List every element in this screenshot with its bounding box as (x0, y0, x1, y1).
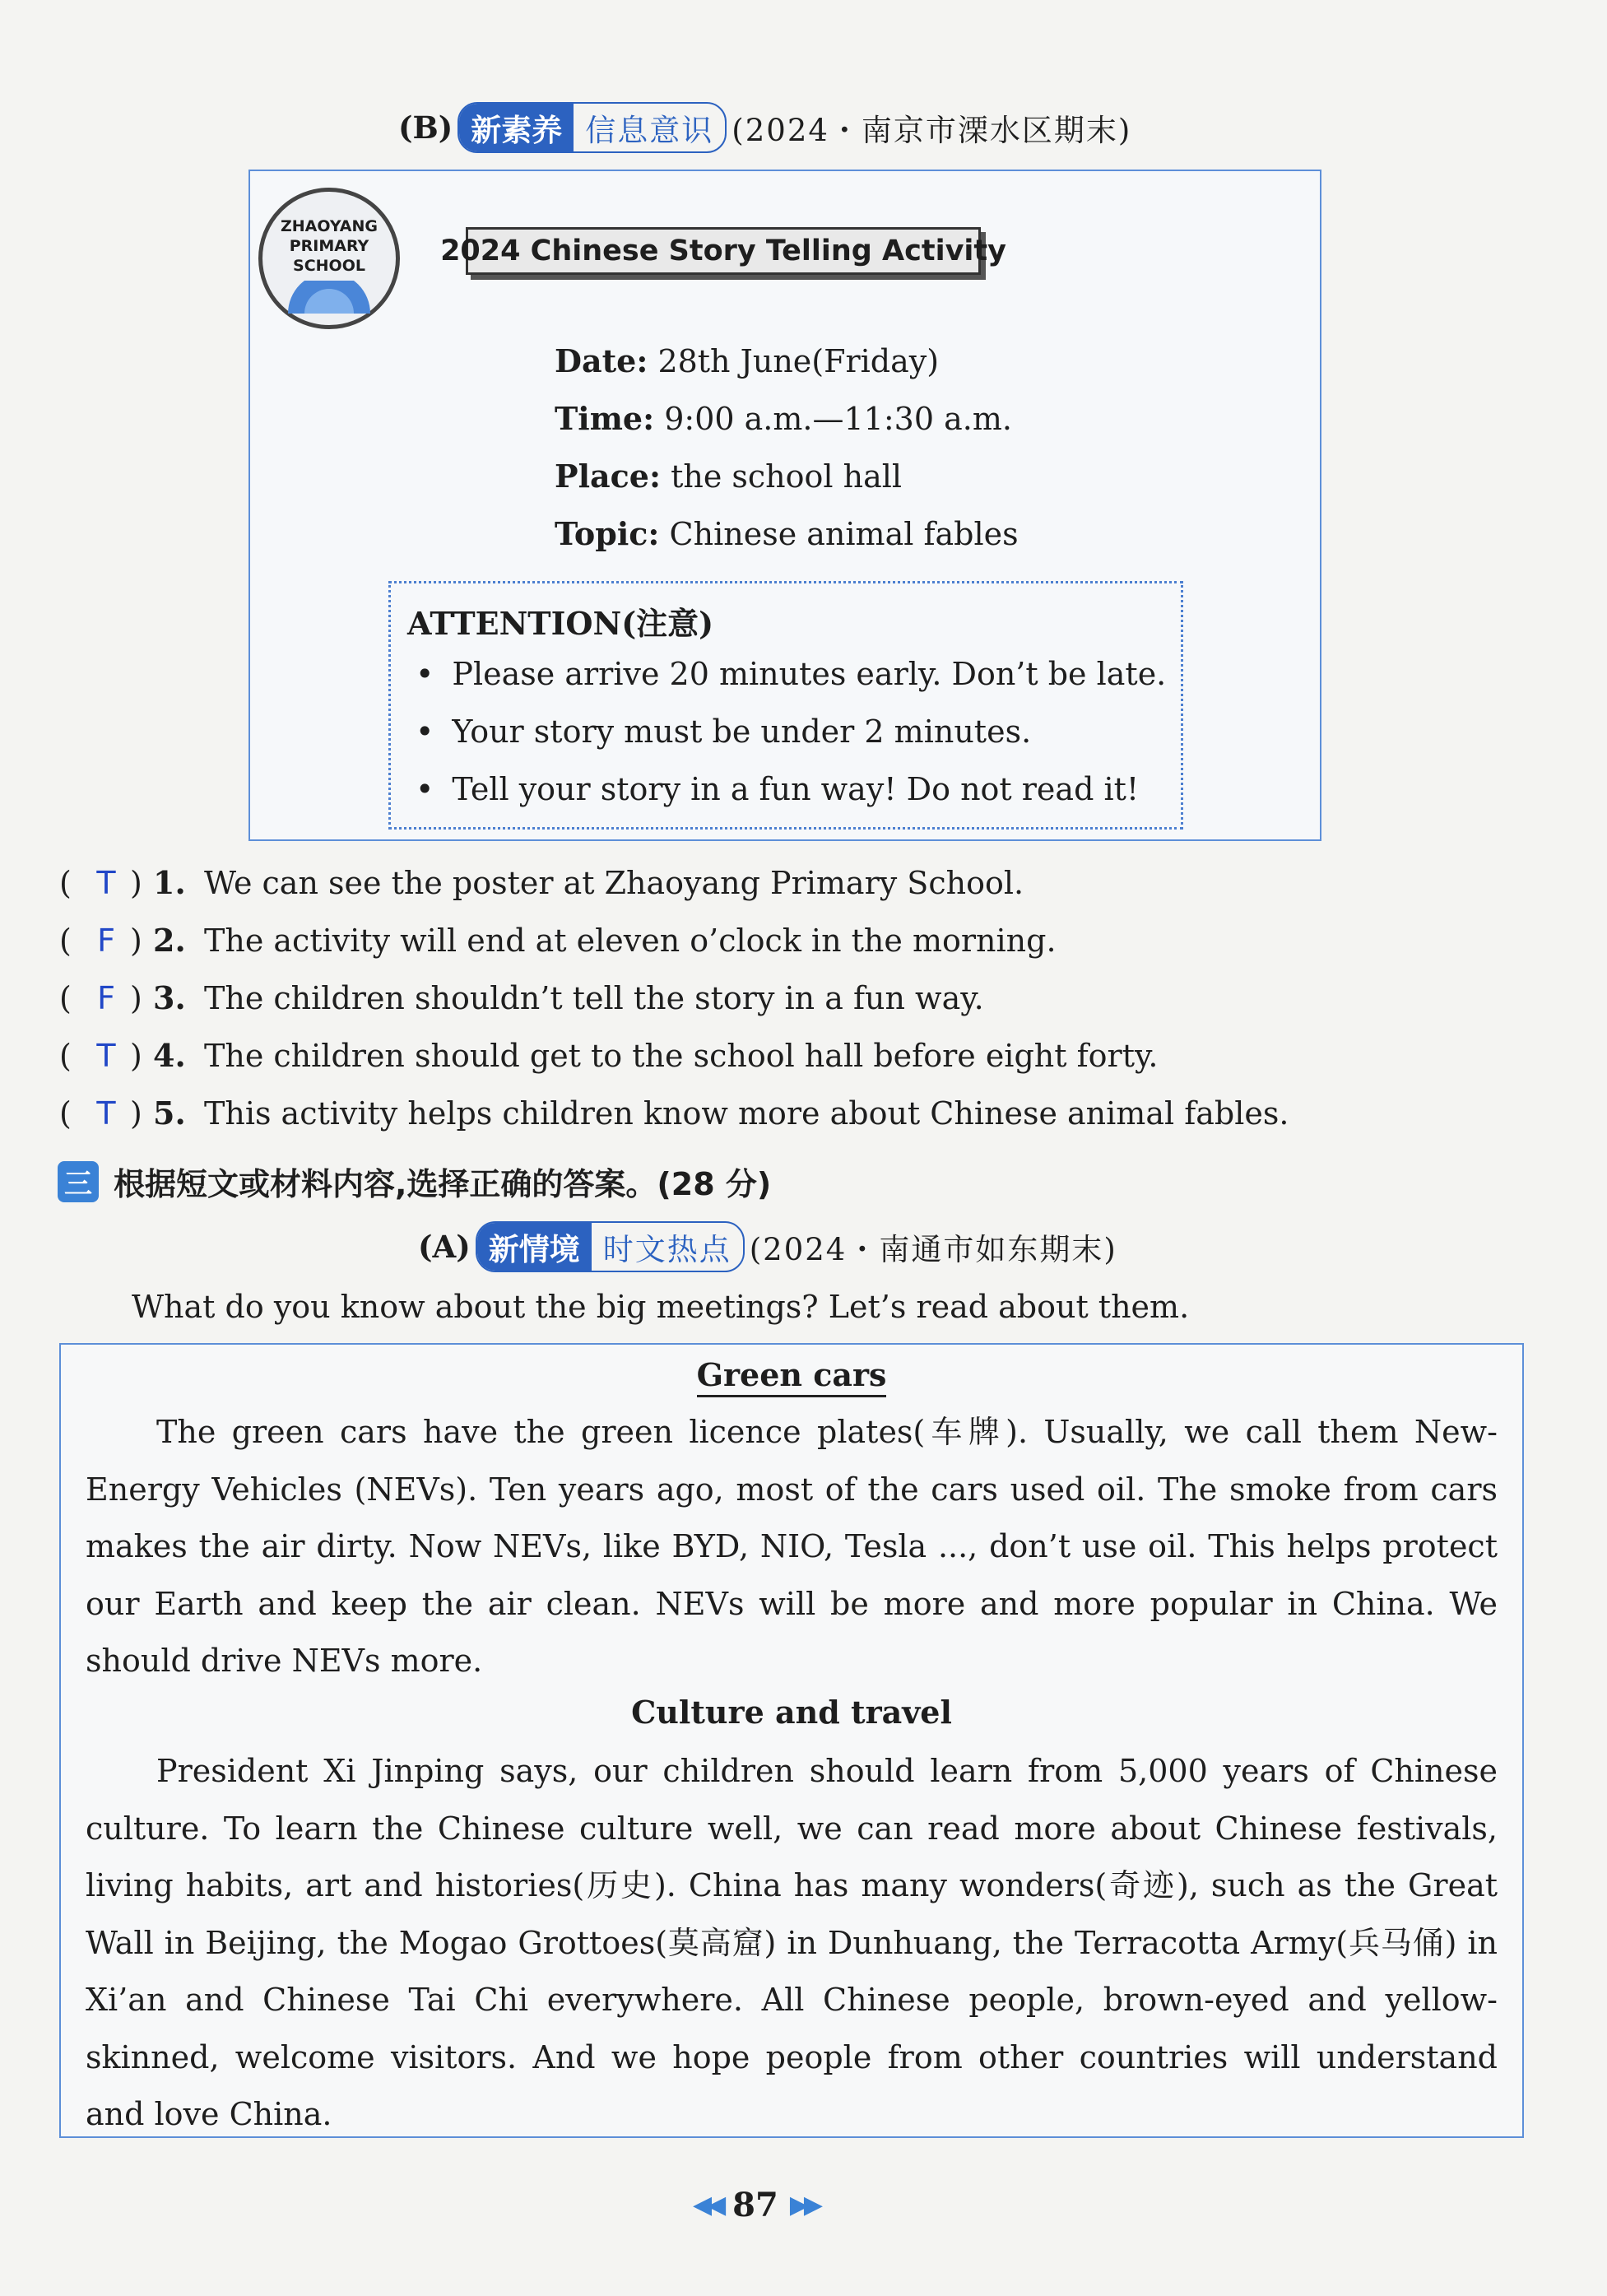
section-a-tag (476, 1221, 745, 1272)
info-time-sep: : (643, 400, 655, 437)
page-number: 87 (732, 2186, 778, 2224)
logo-line-3: SCHOOL (293, 257, 365, 275)
passage-paragraph-1: The green cars have the green licence plates(车牌). Usually, we call them New-Energy Vehicles (NEVs). Ten years ago, most of the cars used oil. The smoke from cars makes the air dirty. Now NEVs, like BYD, NIO, Tesla ..., don’t use oil. This helps protect our Earth and keep the air clean. NEVs will be more and more popular in China. We should drive NEVs more. (86, 1414, 1498, 1679)
section-b-label: (B) (398, 109, 453, 146)
question-2-number: 2. (153, 922, 186, 959)
question-5-text: This activity helps children know more about Chinese animal fables. (204, 1095, 1289, 1132)
true-false-questions (59, 864, 1289, 1152)
question-2-text: The activity will end at eleven o’clock in the morning. (204, 923, 1057, 959)
section-a-intro: What do you know about the big meetings? Let’s read about them. (132, 1289, 1190, 1325)
poster-info (555, 342, 1019, 573)
next-page-icon[interactable]: ▶▶ (789, 2191, 818, 2219)
answer-open-paren: ( (59, 1038, 72, 1074)
logo-line-2: PRIMARY (289, 237, 369, 255)
answer-close-paren: ) (130, 865, 142, 901)
answer-close-paren: ) (130, 1095, 142, 1132)
question-2 (59, 922, 1289, 979)
passage-title-1-text: Green cars (697, 1356, 887, 1397)
bullet-icon: • (416, 656, 434, 692)
question-1 (59, 864, 1289, 922)
answer-3[interactable]: F (97, 980, 115, 1016)
question-4-text: The children should get to the school hall before eight forty. (204, 1038, 1159, 1074)
attention-item-1-text: Please arrive 20 minutes early. Don’t be late. (452, 656, 1167, 692)
attention-item-3 (416, 771, 1139, 807)
school-logo-text (262, 216, 396, 276)
section-a-tag-light: 时文热点 (602, 1232, 732, 1267)
info-date-sep: : (636, 342, 648, 379)
info-place (555, 458, 1019, 515)
answer-close-paren: ) (130, 980, 142, 1016)
answer-open-paren: ( (59, 1095, 72, 1132)
section-a-header (418, 1221, 1117, 1272)
bullet-icon: • (416, 771, 434, 807)
section-3-badge: 三 (58, 1161, 99, 1202)
sunrise-icon (284, 281, 374, 317)
passage-box (59, 1343, 1524, 2138)
section-a-tag-dark: 新情境 (477, 1223, 592, 1271)
activity-poster (248, 170, 1321, 841)
info-topic (555, 515, 1019, 573)
question-3-text: The children shouldn’t tell the story in a fun way. (204, 980, 984, 1016)
info-topic-key: Topic (555, 515, 648, 552)
passage-title-2: Culture and travel (631, 1694, 952, 1731)
section-3-header (58, 1159, 771, 1204)
passage-title-1 (61, 1356, 1522, 1393)
section-a-label: (A) (418, 1229, 471, 1265)
answer-5[interactable]: T (96, 1095, 116, 1132)
section-b-tag (457, 102, 727, 153)
answer-open-paren: ( (59, 923, 72, 959)
section-b-header (398, 102, 1131, 153)
section-3-title: 根据短文或材料内容,选择正确的答案。(28 分) (114, 1166, 772, 1202)
info-date-value: 28th June(Friday) (657, 343, 940, 379)
question-5 (59, 1095, 1289, 1152)
info-topic-sep: : (648, 515, 660, 552)
question-5-number: 5. (153, 1095, 186, 1132)
section-a-source: (2024・南通市如东期末) (749, 1232, 1117, 1267)
answer-2[interactable]: F (97, 923, 115, 959)
info-date (555, 342, 1019, 400)
attention-item-2-text: Your story must be under 2 minutes. (452, 713, 1032, 750)
bullet-icon: • (416, 713, 434, 750)
answer-close-paren: ) (130, 923, 142, 959)
logo-line-1: ZHAOYANG (281, 217, 378, 235)
question-4 (59, 1037, 1289, 1095)
info-time (555, 400, 1019, 458)
answer-open-paren: ( (59, 980, 72, 1016)
info-time-value: 9:00 a.m.—11:30 a.m. (664, 401, 1012, 437)
info-date-key: Date (555, 342, 637, 379)
answer-1[interactable]: T (96, 865, 116, 901)
question-4-number: 4. (153, 1037, 186, 1074)
info-place-key: Place (555, 458, 649, 495)
answer-4[interactable]: T (96, 1038, 116, 1074)
section-b-tag-dark: 新素养 (459, 104, 574, 151)
answer-open-paren: ( (59, 865, 72, 901)
poster-banner (440, 227, 1006, 275)
info-topic-value: Chinese animal fables (669, 516, 1019, 552)
prev-page-icon[interactable]: ◀◀ (693, 2191, 722, 2219)
attention-box (388, 581, 1183, 830)
question-1-text: We can see the poster at Zhaoyang Primary School. (204, 865, 1024, 901)
question-3 (59, 979, 1289, 1037)
question-3-number: 3. (153, 979, 186, 1016)
passage-paragraph-2: President Xi Jinping says, our children should learn from 5,000 years of Chinese culture. To learn the Chinese culture well, we can read more about Chinese festivals, living habits, art and histories(历史). China has many wonders(奇迹), such as the Great Wall in Beijing, the Mogao Grottoes(莫高窟) in Dunhuang, the Terracotta Army(兵马俑) in Xi’an and Chinese Tai Chi everywhere. All Chinese people, brown-eyed and yellow-skinned, welcome visitors. And we hope people from other countries will understand and love China. (86, 1753, 1498, 2132)
attention-item-1 (416, 656, 1166, 692)
info-time-key: Time (555, 400, 643, 437)
poster-title: 2024 Chinese Story Telling Activity (440, 235, 1006, 267)
attention-item-3-text: Tell your story in a fun way! Do not read it! (452, 771, 1140, 807)
section-b-tag-light: 信息意识 (585, 113, 714, 148)
attention-item-2 (416, 713, 1031, 750)
answer-close-paren: ) (130, 1038, 142, 1074)
page-footer (693, 2186, 818, 2224)
section-b-source: (2024・南京市溧水区期末) (732, 113, 1132, 148)
info-place-sep: : (648, 458, 661, 495)
school-logo (258, 188, 400, 329)
question-1-number: 1. (153, 864, 186, 901)
info-place-value: the school hall (671, 458, 903, 495)
attention-title: ATTENTION(注意) (407, 605, 714, 642)
